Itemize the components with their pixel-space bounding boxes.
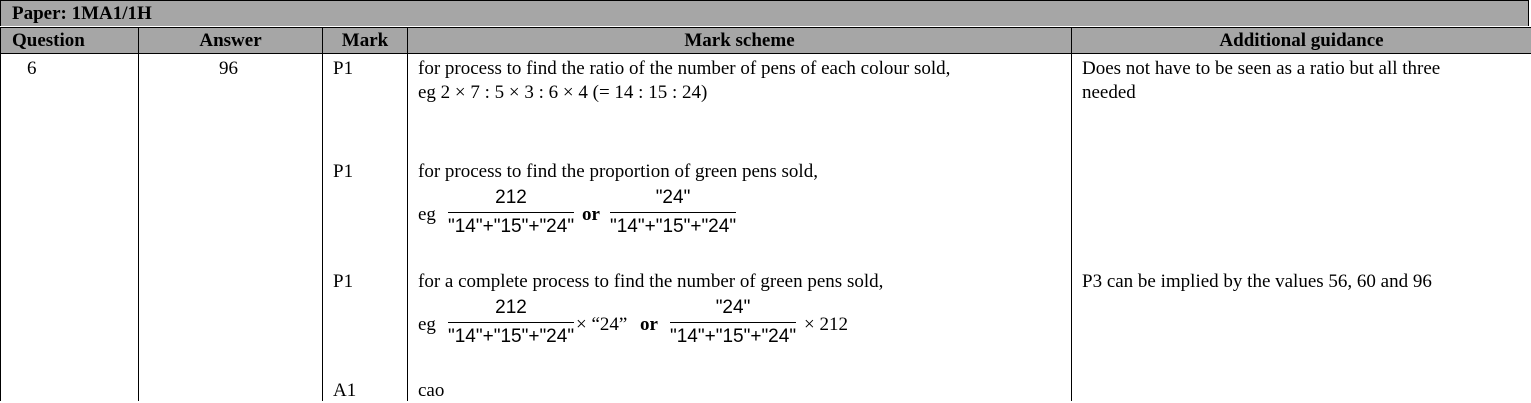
scheme-line: for process to find the ratio of the number of pens of each colour sold, bbox=[418, 57, 950, 81]
fraction-bar bbox=[610, 212, 736, 213]
table-row bbox=[1, 54, 1531, 402]
fraction bbox=[448, 186, 574, 238]
guidance-line: Does not have to be seen as a ratio but all three bbox=[1082, 57, 1440, 81]
eg-label: eg bbox=[418, 203, 436, 227]
fraction-bar bbox=[448, 212, 574, 213]
fraction-numerator: 212 bbox=[448, 186, 574, 210]
mark-scheme-cell bbox=[408, 54, 1072, 402]
mark-cell bbox=[323, 54, 408, 402]
fraction-bar bbox=[670, 322, 796, 323]
or-label: or bbox=[582, 203, 600, 227]
guidance-line: needed bbox=[1082, 81, 1136, 105]
fraction-denominator: "14"+"15"+"24" bbox=[448, 326, 574, 348]
mark-code: P1 bbox=[333, 270, 353, 294]
table-header-row bbox=[1, 28, 1531, 54]
fraction-numerator: 212 bbox=[448, 296, 574, 320]
guidance-line: P3 can be implied by the values 56, 60 and 96 bbox=[1082, 270, 1432, 294]
question-cell bbox=[1, 54, 139, 402]
header-answer: Answer bbox=[139, 28, 323, 54]
answer-cell bbox=[139, 54, 323, 402]
mark-scheme-table bbox=[0, 27, 1531, 401]
mark-code: A1 bbox=[333, 379, 356, 403]
fraction bbox=[610, 186, 736, 238]
scheme-line: for a complete process to find the number of green pens sold, bbox=[418, 270, 883, 294]
fraction-denominator: "14"+"15"+"24" bbox=[448, 216, 574, 238]
header-mark-scheme: Mark scheme bbox=[408, 28, 1072, 54]
header-mark: Mark bbox=[323, 28, 408, 54]
fraction-denominator: "14"+"15"+"24" bbox=[610, 216, 736, 238]
fraction-denominator: "14"+"15"+"24" bbox=[670, 326, 796, 348]
question-number: 6 bbox=[27, 57, 37, 81]
additional-guidance-cell bbox=[1072, 54, 1531, 402]
mark-code: P1 bbox=[333, 160, 353, 184]
scheme-line: for process to find the proportion of green pens sold, bbox=[418, 160, 818, 184]
times-212: × 212 bbox=[804, 313, 848, 337]
eg-label: eg bbox=[418, 313, 436, 337]
fraction-numerator: "24" bbox=[610, 186, 736, 210]
answer-value: 96 bbox=[219, 57, 238, 81]
header-additional-guidance: Additional guidance bbox=[1072, 28, 1531, 54]
fraction bbox=[448, 296, 574, 348]
scheme-line: eg 2 × 7 : 5 × 3 : 6 × 4 (= 14 : 15 : 24) bbox=[418, 81, 707, 105]
mark-code: P1 bbox=[333, 57, 353, 81]
times-24: × “24” bbox=[576, 313, 627, 337]
header-question: Question bbox=[1, 28, 139, 54]
fraction-numerator: "24" bbox=[670, 296, 796, 320]
or-label: or bbox=[640, 313, 658, 337]
scheme-line: cao bbox=[418, 379, 444, 403]
fraction bbox=[670, 296, 796, 348]
paper-label: Paper: 1MA1/1H bbox=[0, 0, 1529, 26]
fraction-bar bbox=[448, 322, 574, 323]
